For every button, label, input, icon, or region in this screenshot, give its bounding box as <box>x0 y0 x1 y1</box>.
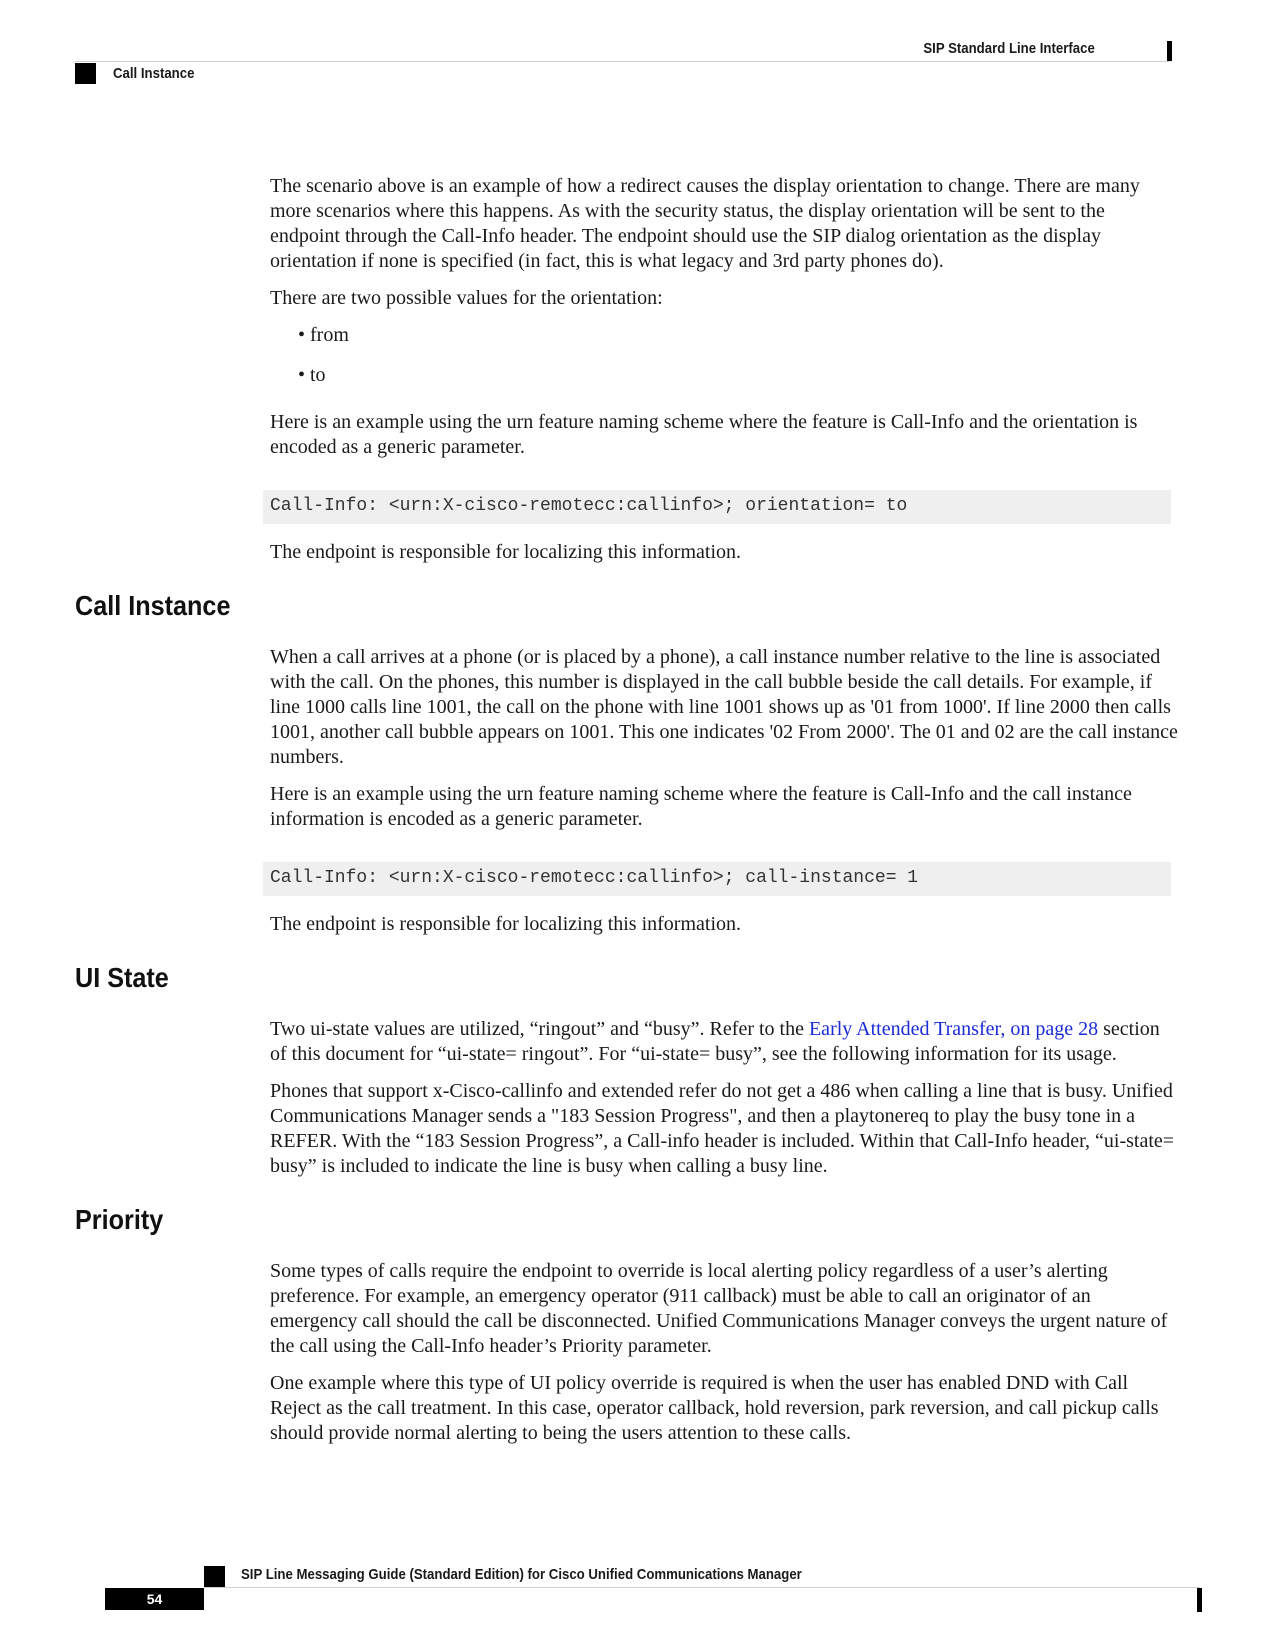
footer-bar-right <box>1197 1588 1202 1612</box>
page-number: 54 <box>105 1588 204 1610</box>
list-item: • from <box>298 324 349 346</box>
footer-rule <box>204 1587 1200 1588</box>
intro-paragraph: Here is an example using the urn feature naming scheme where the feature is Call-Info and the orientation is encoded as a generic parameter. <box>270 411 1138 458</box>
running-header-section: Call Instance <box>113 65 195 82</box>
page-body <box>75 174 1178 1458</box>
footer-book-title: SIP Line Messaging Guide (Standard Edition) for Cisco Unified Communications Manager <box>241 1566 802 1583</box>
intro-paragraph: The scenario above is an example of how a redirect causes the display orientation to change. There are many more scenarios where this happens. As with the security status, the display orientation will be sent to the endpoint through the Call-Info header. The endpoint should use the SIP dialog orientation as the display orientation if none is specified (in fact, this is what legacy and 3rd party phones do). <box>270 175 1140 272</box>
list-item: • to <box>298 364 326 386</box>
intro-paragraph: There are two possible values for the orientation: <box>270 287 663 309</box>
code-example-call-instance: Call-Info: <urn:X-cisco-remotecc:callinfo>; call-instance= 1 <box>263 862 1171 896</box>
header-rule <box>75 61 1170 62</box>
ui-state-paragraph: Phones that support x-Cisco-callinfo and extended refer do not get a 486 when calling a line that is busy. Unified Communications Manager sends a "183 Session Progress", and then a playtonereq to play the busy tone in a REFER. With the “183 Session Progress”, a Call-info header is included. Within that Call-Info header, “ui-state= busy” is included to indicate the line is busy when calling a busy line. <box>270 1080 1175 1177</box>
priority-paragraph: Some types of calls require the endpoint to override is local alerting policy regardless of a user’s alerting preference. For example, an emergency operator (911 callback) must be able to call an originator of an emergency call should the call be disconnected. Unified Communications Manager conveys the urgent nature of the call using the Call-Info header’s Priority parameter. <box>270 1260 1168 1357</box>
call-instance-paragraph: The endpoint is responsible for localizing this information. <box>270 913 742 935</box>
orientation-values-list <box>270 323 1178 388</box>
call-instance-paragraph: Here is an example using the urn feature naming scheme where the feature is Call-Info and the call instance information is encoded as a generic parameter. <box>270 783 1132 830</box>
section-heading-ui-state: UI State <box>75 962 169 993</box>
section-heading-priority: Priority <box>75 1204 164 1235</box>
section-heading-call-instance: Call Instance <box>75 590 231 621</box>
header-bar-right <box>1167 41 1172 61</box>
ui-state-text: section of this document for “ui-state= ringout”. For “ui-state= busy”, see the following information for its usage. <box>270 1018 1160 1065</box>
footer-square-marker <box>204 1566 225 1587</box>
code-example-orientation: Call-Info: <urn:X-cisco-remotecc:callinfo>; orientation= to <box>263 490 1171 524</box>
early-attended-transfer-link[interactable]: Early Attended Transfer, on page 28 <box>808 1018 1099 1040</box>
call-instance-paragraph: When a call arrives at a phone (or is placed by a phone), a call instance number relative to the line is associated with the call. On the phones, this number is displayed in the call bubble beside the call details. For example, if line 1000 calls line 1001, the call on the phone with line 1001 shows up as '01 from 1000'. If line 2000 then calls 1001, another call bubble appears on 1001. This one indicates '02 From 2000'. The 01 and 02 are the call instance numbers. <box>270 646 1178 768</box>
intro-paragraph: The endpoint is responsible for localizing this information. <box>270 541 742 563</box>
ui-state-text: Two ui-state values are utilized, “ringout” and “busy”. Refer to the <box>270 1018 809 1040</box>
running-header-chapter: SIP Standard Line Interface <box>923 40 1095 57</box>
ui-state-paragraph <box>270 1017 1178 1067</box>
priority-paragraph: One example where this type of UI policy override is required is when the user has enabled DND with Call Reject as the call treatment. In this case, operator callback, hold reversion, park reversion, and call pickup calls should provide normal alerting to being the users attention to these calls. <box>270 1372 1159 1444</box>
header-square-marker <box>75 63 96 84</box>
